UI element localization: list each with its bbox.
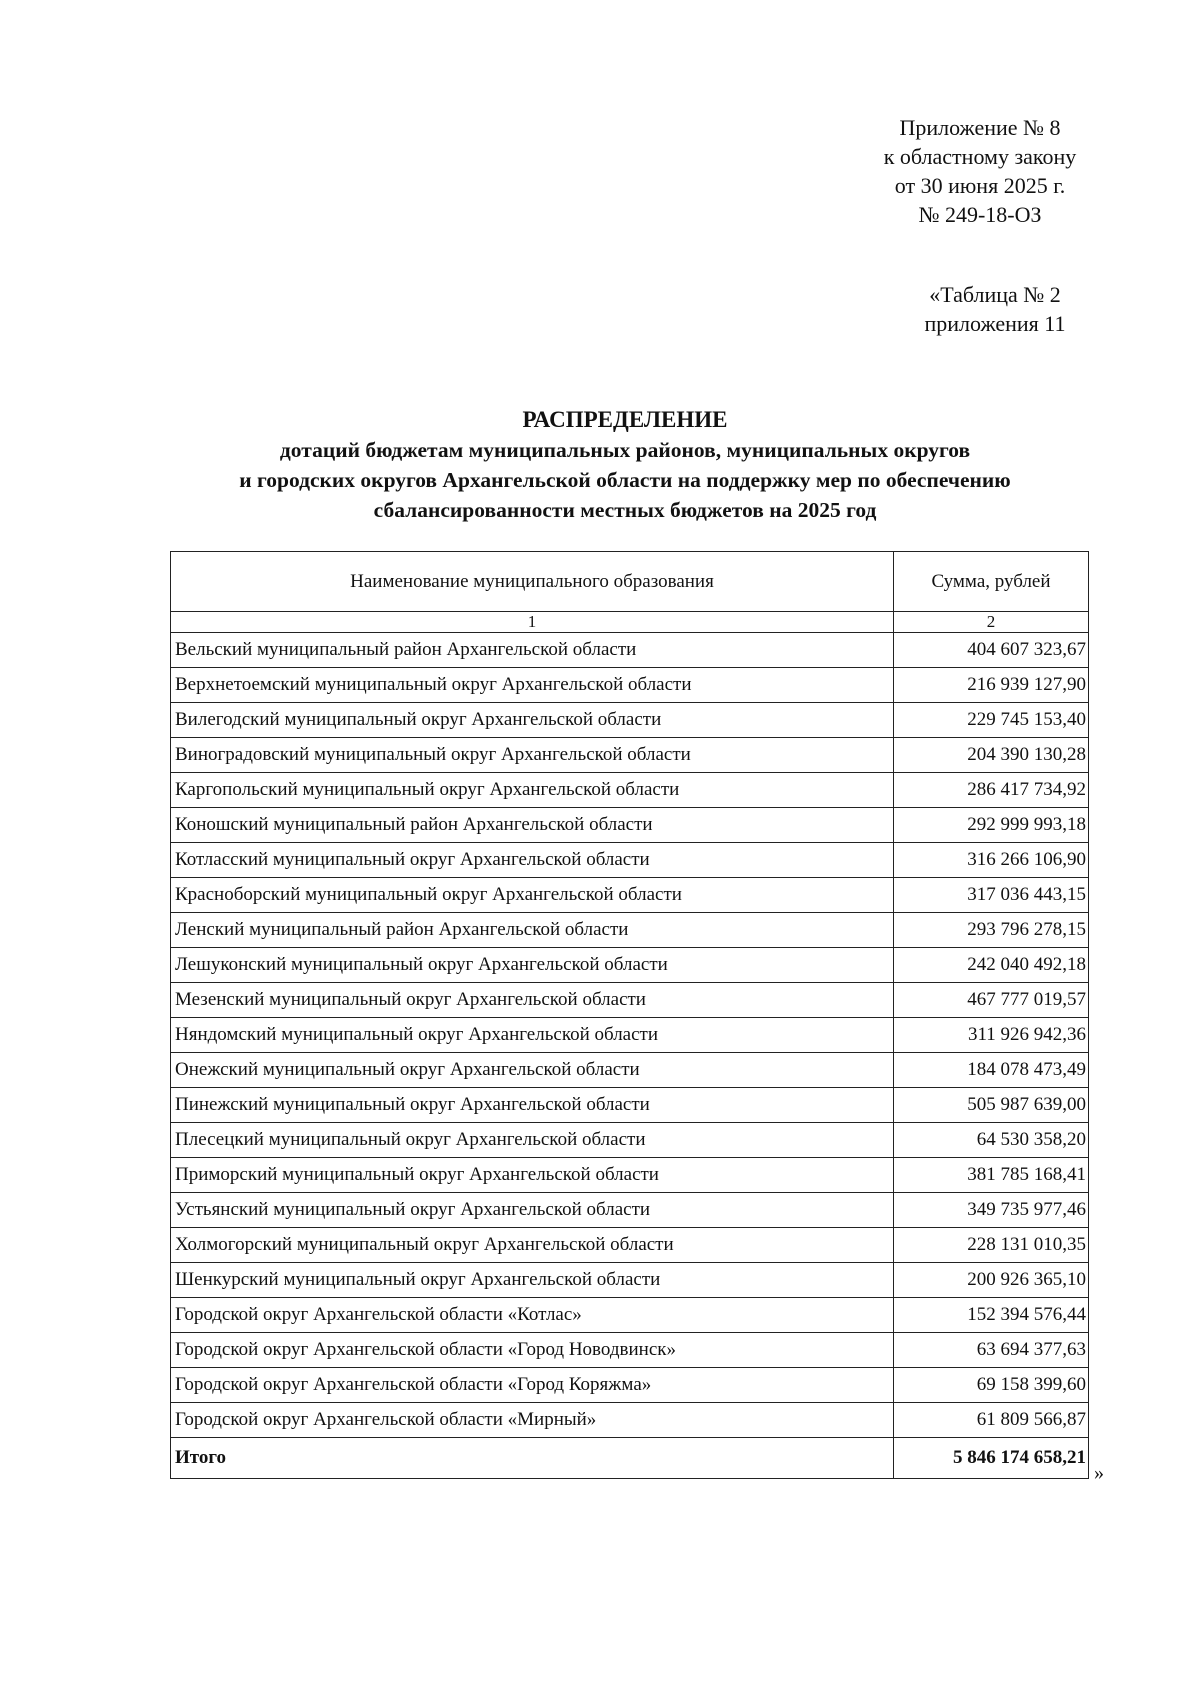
table-row <box>171 738 1089 773</box>
table-row <box>171 1053 1089 1088</box>
municipality-sum: 152 394 576,44 <box>894 1298 1089 1333</box>
municipality-name: Лешуконский муниципальный округ Архангельской области <box>171 948 894 983</box>
municipality-sum: 204 390 130,28 <box>894 738 1089 773</box>
appendix-line-4: № 249-18-ОЗ <box>918 202 1042 227</box>
municipality-sum: 216 939 127,90 <box>894 668 1089 703</box>
total-sum: 5 846 174 658,21 <box>894 1438 1089 1479</box>
table-row <box>171 948 1089 983</box>
municipality-name: Плесецкий муниципальный округ Архангельской области <box>171 1123 894 1158</box>
table-row <box>171 1088 1089 1123</box>
table-row <box>171 1228 1089 1263</box>
table-row <box>171 913 1089 948</box>
document-title <box>100 405 1150 525</box>
table-row <box>171 808 1089 843</box>
table-row <box>171 668 1089 703</box>
table-row <box>171 1158 1089 1193</box>
column-number-2: 2 <box>894 612 1089 633</box>
municipality-sum: 63 694 377,63 <box>894 1333 1089 1368</box>
municipality-sum: 286 417 734,92 <box>894 773 1089 808</box>
header-name: Наименование муниципального образования <box>171 552 894 612</box>
municipality-name: Мезенский муниципальный округ Архангельской области <box>171 983 894 1018</box>
municipality-name: Каргопольский муниципальный округ Архангельской области <box>171 773 894 808</box>
title-line-2: дотаций бюджетам муниципальных районов, муниципальных округов <box>279 438 971 462</box>
title-line-4: сбалансированности местных бюджетов на 2025 год <box>373 498 877 522</box>
total-row <box>171 1438 1089 1479</box>
municipality-sum: 404 607 323,67 <box>894 633 1089 668</box>
table-ref-line-2: приложения 11 <box>924 311 1066 336</box>
table-header-row <box>171 552 1089 612</box>
municipality-name: Коношский муниципальный район Архангельской области <box>171 808 894 843</box>
municipality-sum: 229 745 153,40 <box>894 703 1089 738</box>
municipality-sum: 64 530 358,20 <box>894 1123 1089 1158</box>
municipality-name: Городской округ Архангельской области «Город Коряжма» <box>171 1368 894 1403</box>
municipality-name: Холмогорский муниципальный округ Архангельской области <box>171 1228 894 1263</box>
header-sum: Сумма, рублей <box>894 552 1089 612</box>
column-number-1: 1 <box>171 612 894 633</box>
municipality-name: Городской округ Архангельской области «Город Новодвинск» <box>171 1333 894 1368</box>
appendix-line-2: к областному закону <box>883 144 1077 169</box>
municipality-name: Приморский муниципальный округ Архангельской области <box>171 1158 894 1193</box>
table-row <box>171 773 1089 808</box>
appendix-line-1: Приложение № 8 <box>899 115 1061 140</box>
title-main: РАСПРЕДЕЛЕНИЕ <box>522 407 728 432</box>
municipality-sum: 292 999 993,18 <box>894 808 1089 843</box>
appendix-line-3: от 30 июня 2025 г. <box>894 173 1066 198</box>
table-row <box>171 1123 1089 1158</box>
municipality-sum: 349 735 977,46 <box>894 1193 1089 1228</box>
municipality-name: Городской округ Архангельской области «Котлас» <box>171 1298 894 1333</box>
municipality-name: Устьянский муниципальный округ Архангельской области <box>171 1193 894 1228</box>
table-row <box>171 1263 1089 1298</box>
municipality-sum: 505 987 639,00 <box>894 1088 1089 1123</box>
table-ref-line-1: «Таблица № 2 <box>929 282 1061 307</box>
table-row <box>171 1298 1089 1333</box>
table-row <box>171 843 1089 878</box>
municipality-name: Онежский муниципальный округ Архангельской области <box>171 1053 894 1088</box>
municipality-sum: 311 926 942,36 <box>894 1018 1089 1053</box>
table-row <box>171 983 1089 1018</box>
municipality-sum: 69 158 399,60 <box>894 1368 1089 1403</box>
table-row <box>171 1403 1089 1438</box>
municipality-sum: 293 796 278,15 <box>894 913 1089 948</box>
table-row <box>171 878 1089 913</box>
municipality-sum: 381 785 168,41 <box>894 1158 1089 1193</box>
municipality-name: Ленский муниципальный район Архангельской области <box>171 913 894 948</box>
municipality-sum: 316 266 106,90 <box>894 843 1089 878</box>
municipality-name: Вельский муниципальный район Архангельской области <box>171 633 894 668</box>
municipality-sum: 467 777 019,57 <box>894 983 1089 1018</box>
municipality-sum: 317 036 443,15 <box>894 878 1089 913</box>
appendix-reference <box>870 113 1090 229</box>
table-row <box>171 633 1089 668</box>
municipality-name: Вилегодский муниципальный округ Архангельской области <box>171 703 894 738</box>
closing-quote: » <box>1094 1462 1104 1484</box>
municipality-name: Красноборский муниципальный округ Архангельской области <box>171 878 894 913</box>
municipality-sum: 184 078 473,49 <box>894 1053 1089 1088</box>
table-row <box>171 703 1089 738</box>
table-row <box>171 1018 1089 1053</box>
municipality-sum: 228 131 010,35 <box>894 1228 1089 1263</box>
municipality-name: Виноградовский муниципальный округ Архангельской области <box>171 738 894 773</box>
municipality-sum: 61 809 566,87 <box>894 1403 1089 1438</box>
column-number-row <box>171 612 1089 633</box>
municipality-name: Няндомский муниципальный округ Архангельской области <box>171 1018 894 1053</box>
municipality-name: Городской округ Архангельской области «Мирный» <box>171 1403 894 1438</box>
municipality-name: Котласский муниципальный округ Архангельской области <box>171 843 894 878</box>
municipality-sum: 200 926 365,10 <box>894 1263 1089 1298</box>
distribution-table <box>170 551 1089 1479</box>
municipality-name: Верхнетоемский муниципальный округ Архангельской области <box>171 668 894 703</box>
municipality-name: Шенкурский муниципальный округ Архангельской области <box>171 1263 894 1298</box>
municipality-name: Пинежский муниципальный округ Архангельской области <box>171 1088 894 1123</box>
total-label: Итого <box>171 1438 894 1479</box>
table-row <box>171 1368 1089 1403</box>
table-reference <box>900 280 1090 338</box>
municipality-sum: 242 040 492,18 <box>894 948 1089 983</box>
table-row <box>171 1193 1089 1228</box>
table-row <box>171 1333 1089 1368</box>
title-line-3: и городских округов Архангельской области на поддержку мер по обеспечению <box>239 468 1011 492</box>
